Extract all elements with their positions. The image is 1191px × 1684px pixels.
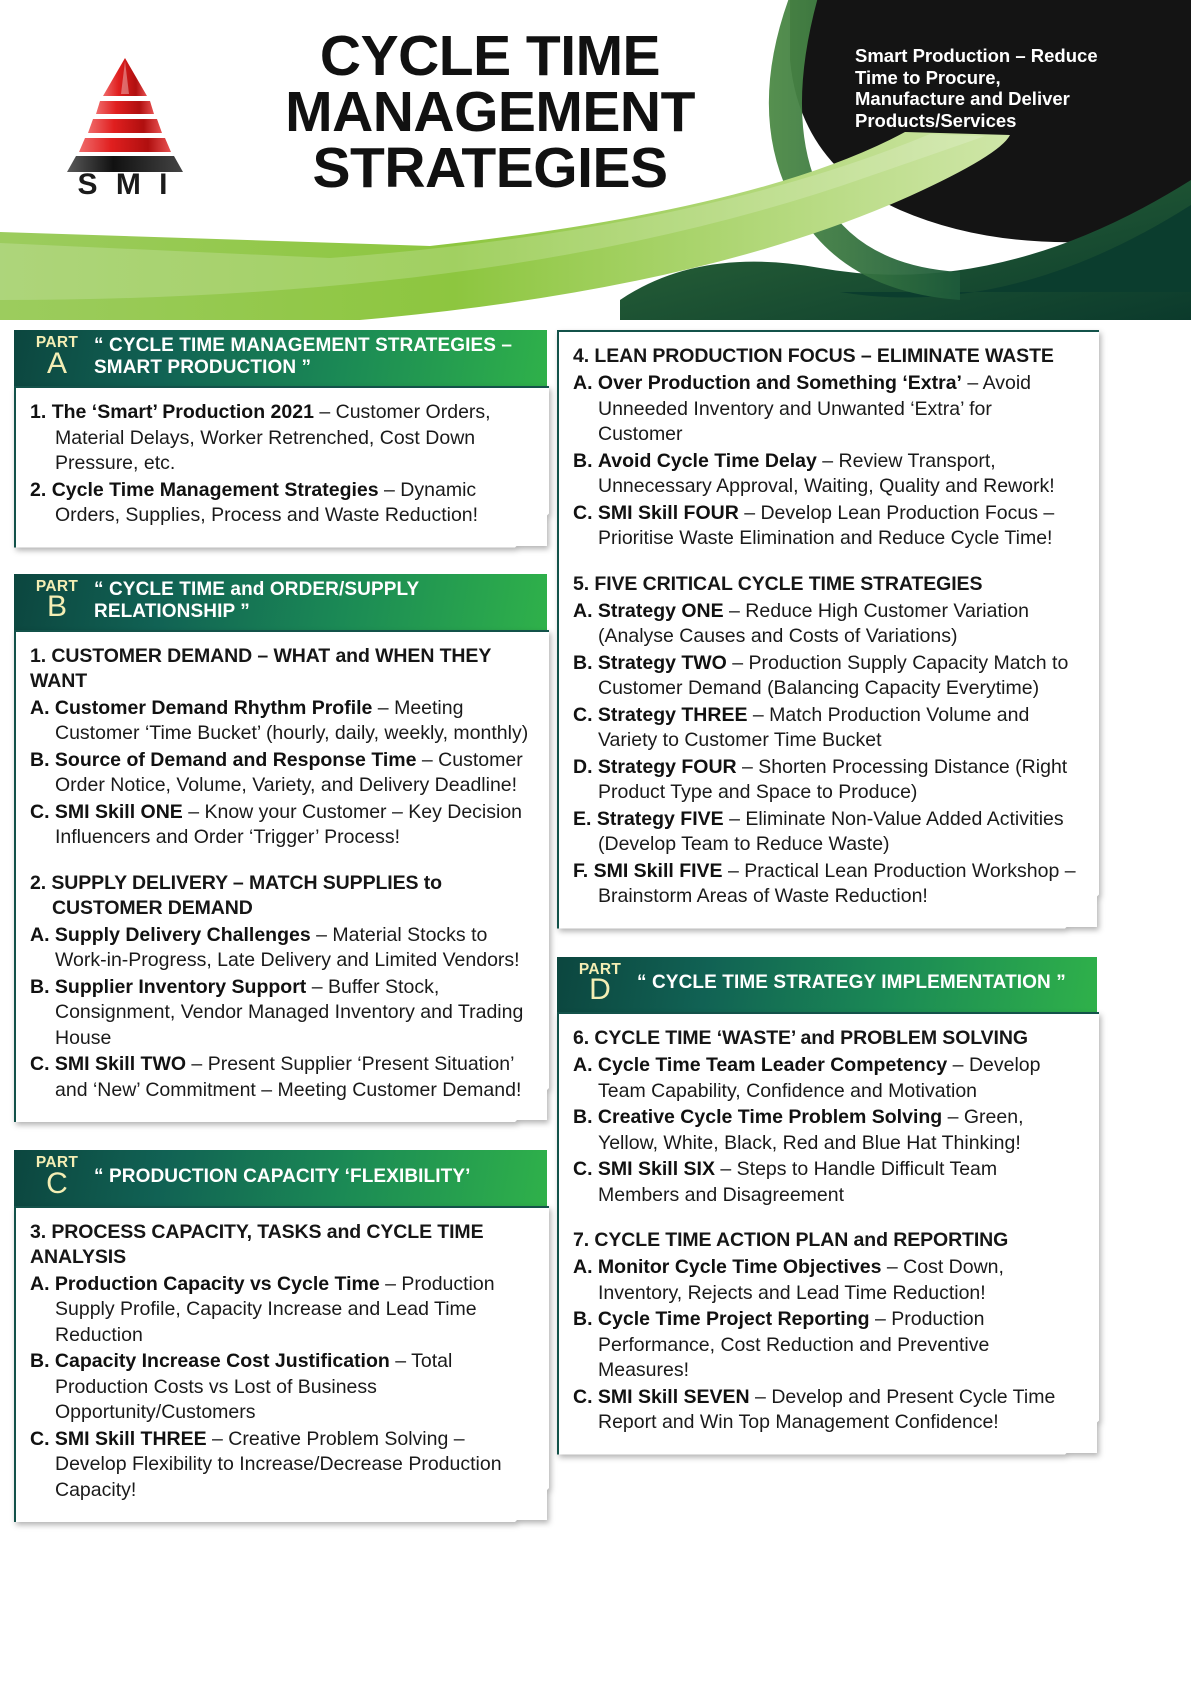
part-d-badge xyxy=(557,962,637,1006)
item-rest: – Meeting Customer ‘Time Bucket’ (hourly, daily, weekly, monthly) xyxy=(55,696,529,744)
item-rest: – Buffer Stock, Consignment, Vendor Managed Inventory and Trading House xyxy=(55,975,524,1049)
item-rest: – Production Performance, Cost Reduction and Preventive Measures! xyxy=(598,1308,990,1381)
list-item xyxy=(573,1307,1081,1384)
spacer xyxy=(573,1209,1081,1228)
item-bold: Cycle Time Management Strategies xyxy=(51,478,379,501)
item-rest: – Practical Lean Production Workshop – Brainstorm Areas of Waste Reduction! xyxy=(598,859,1076,907)
item-rest: – Production Supply Profile, Capacity Increase and Lead Time Reduction xyxy=(55,1272,495,1346)
smi-pyramid-logo xyxy=(55,48,195,196)
part-d-title: “ CYCLE TIME STRATEGY IMPLEMENTATION ” xyxy=(637,972,1066,994)
spacer xyxy=(557,927,1097,957)
item-rest: – Reduce High Customer Variation (Analyse Causes and Costs of Variations) xyxy=(598,599,1029,647)
list-item xyxy=(30,923,531,974)
left-column xyxy=(14,330,547,1520)
right-top-card xyxy=(557,330,1097,927)
item-bold: Strategy FOUR xyxy=(597,755,737,778)
list-item xyxy=(573,599,1081,650)
part-a-word: PART xyxy=(35,334,79,352)
section-heading: 6. CYCLE TIME ‘WASTE’ and PROBLEM SOLVING xyxy=(573,1027,1028,1049)
part-b-card xyxy=(14,630,547,1121)
header-subtitle: Smart Production – Reduce Time to Procure, Manufacture and Deliver Products/Services xyxy=(855,45,1098,131)
item-label: B. xyxy=(573,651,593,674)
item-bold: The ‘Smart’ Production 2021 xyxy=(51,401,314,423)
list-item xyxy=(573,1255,1081,1306)
item-label: C. xyxy=(573,501,593,524)
item-label: C. xyxy=(573,703,593,726)
part-b-content xyxy=(30,644,531,1104)
item-rest: – Avoid Unneeded Inventory and Unwanted ‘Extra’ for Customer xyxy=(598,372,1032,445)
item-label: E. xyxy=(573,807,592,830)
part-b-word: PART xyxy=(35,577,79,595)
item-bold: Cycle Time Team Leader Competency xyxy=(597,1054,948,1076)
part-b-title: “ CYCLE TIME and ORDER/SUPPLY RELATIONSHIP ” xyxy=(94,578,419,622)
item-bold: Avoid Cycle Time Delay xyxy=(597,449,817,472)
part-d-letter: D xyxy=(589,973,611,1006)
item-rest: – Dynamic Orders, Supplies, Process and Waste Reduction! xyxy=(55,478,479,526)
title-line-1: CYCLE TIME xyxy=(319,24,661,88)
item-label: C. xyxy=(30,1053,50,1075)
item-rest: – Know your Customer – Key Decision Influencers and Order ‘Trigger’ Process! xyxy=(55,800,523,848)
item-rest: – Production Supply Capacity Match to Customer Demand (Balancing Capacity Everytime) xyxy=(598,651,1069,699)
list-item xyxy=(30,696,531,747)
item-bold: Strategy FIVE xyxy=(596,807,724,830)
spacer xyxy=(14,1120,547,1150)
section-heading: 3. PROCESS CAPACITY, TASKS and CYCLE TIME ANALYSIS xyxy=(30,1220,484,1268)
item-rest: – Eliminate Non-Value Added Activities (Develop Team to Reduce Waste) xyxy=(598,807,1064,855)
list-item xyxy=(573,449,1081,500)
item-bold: Cycle Time Project Reporting xyxy=(597,1308,870,1330)
item-label: C. xyxy=(573,1158,593,1180)
item-rest: – Cost Down, Inventory, Rejects and Lead Time Reduction! xyxy=(598,1256,1004,1304)
page-title xyxy=(225,24,755,200)
title-line-3: STRATEGIES xyxy=(312,136,668,200)
part-c-content xyxy=(30,1220,531,1504)
item-label: 1. xyxy=(30,401,47,423)
list-item xyxy=(573,1385,1081,1436)
right-top-content xyxy=(573,344,1081,910)
list-item xyxy=(573,651,1081,702)
item-rest: – Green, Yellow, White, Black, Red and Blue Hat Thinking! xyxy=(598,1106,1024,1154)
item-label: A. xyxy=(573,1054,593,1076)
item-label: D. xyxy=(573,755,593,778)
item-label: C. xyxy=(30,800,50,823)
list-item xyxy=(573,1105,1081,1156)
item-rest: – Shorten Processing Distance (Right Product Type and Space to Produce) xyxy=(598,755,1068,803)
item-bold: Supplier Inventory Support xyxy=(54,975,307,998)
item-label: C. xyxy=(30,1427,50,1450)
list-item xyxy=(573,807,1081,858)
part-a-badge xyxy=(14,335,94,379)
part-c-letter: C xyxy=(46,1166,68,1200)
part-a-header xyxy=(14,330,547,386)
item-bold: Over Production and Something ‘Extra’ xyxy=(597,372,962,394)
part-b-badge xyxy=(14,579,94,623)
item-bold: Supply Delivery Challenges xyxy=(54,923,311,946)
item-label: A. xyxy=(573,1256,593,1278)
list-item xyxy=(30,1427,531,1504)
list-item xyxy=(30,800,531,851)
part-d-header xyxy=(557,957,1097,1013)
item-label: B. xyxy=(573,1308,593,1330)
item-bold: Strategy ONE xyxy=(597,599,724,622)
list-item xyxy=(573,755,1081,806)
list-item xyxy=(573,703,1081,754)
item-bold: Customer Demand Rhythm Profile xyxy=(54,696,373,719)
item-bold: Monitor Cycle Time Objectives xyxy=(597,1256,882,1278)
list-item xyxy=(573,1157,1081,1208)
spacer xyxy=(30,852,531,871)
list-item xyxy=(573,859,1081,910)
item-bold: SMI Skill THREE xyxy=(54,1427,207,1450)
part-d-word: PART xyxy=(578,960,622,978)
item-rest: – Material Stocks to Work-in-Progress, Late Delivery and Limited Vendors! xyxy=(55,923,520,971)
part-a-title: “ CYCLE TIME MANAGEMENT STRATEGIES – SMART PRODUCTION ” xyxy=(94,335,513,378)
list-item xyxy=(573,371,1081,448)
list-item xyxy=(30,478,531,529)
item-bold: Strategy THREE xyxy=(597,703,748,726)
list-item xyxy=(30,400,531,477)
list-item xyxy=(573,1053,1081,1104)
section-heading: 4. LEAN PRODUCTION FOCUS – ELIMINATE WASTE xyxy=(573,345,1054,367)
item-rest: – Steps to Handle Difficult Team Members and Disagreement xyxy=(598,1158,998,1206)
title-line-2: MANAGEMENT xyxy=(285,80,695,144)
section-heading: 5. FIVE CRITICAL CYCLE TIME STRATEGIES xyxy=(573,572,983,595)
item-rest: – Match Production Volume and Variety to Customer Time Bucket xyxy=(598,703,1030,751)
item-label: A. xyxy=(573,599,593,622)
part-b-header xyxy=(14,574,547,630)
item-label: B. xyxy=(30,975,50,998)
part-c-word: PART xyxy=(35,1154,79,1171)
item-rest: – Develop Team Capability, Confidence and Motivation xyxy=(598,1054,1041,1102)
item-label: A. xyxy=(573,372,593,394)
item-bold: Capacity Increase Cost Justification xyxy=(54,1350,390,1372)
item-label: A. xyxy=(30,1272,50,1295)
item-label: B. xyxy=(573,1106,593,1128)
list-item xyxy=(30,975,531,1052)
item-bold: Production Capacity vs Cycle Time xyxy=(54,1272,380,1295)
spacer xyxy=(14,546,547,574)
item-label: C. xyxy=(573,1385,593,1408)
logo-wordmark: S M I xyxy=(77,168,173,196)
list-item xyxy=(30,1052,531,1103)
item-rest: – Develop Lean Production Focus – Prioritise Waste Elimination and Reduce Cycle Time! xyxy=(598,501,1055,549)
page-header xyxy=(0,0,1191,320)
section-heading: 1. CUSTOMER DEMAND – WHAT and WHEN THEY WANT xyxy=(30,644,491,692)
spacer xyxy=(573,553,1081,572)
part-c-header xyxy=(14,1150,547,1206)
list-item xyxy=(30,1349,531,1426)
part-b-letter: B xyxy=(46,590,67,624)
part-d-content xyxy=(573,1026,1081,1436)
item-rest: – Customer Order Notice, Volume, Variety, and Delivery Deadline! xyxy=(55,748,523,796)
section-heading: 7. CYCLE TIME ACTION PLAN and REPORTING xyxy=(573,1229,1009,1251)
item-label: A. xyxy=(30,696,50,719)
part-a-content xyxy=(30,400,531,529)
item-label: F. xyxy=(573,859,589,882)
part-a-letter: A xyxy=(46,346,67,380)
item-label: B. xyxy=(573,449,593,472)
item-bold: Creative Cycle Time Problem Solving xyxy=(597,1106,943,1128)
item-label: 2. xyxy=(30,478,47,501)
list-item xyxy=(573,501,1081,552)
item-rest: – Customer Orders, Material Delays, Worker Retrenched, Cost Down Pressure, etc. xyxy=(55,401,491,474)
item-bold: Strategy TWO xyxy=(597,651,727,674)
part-c-badge xyxy=(14,1155,94,1199)
part-c-title: “ PRODUCTION CAPACITY ‘FLEXIBILITY’ xyxy=(94,1165,471,1187)
item-rest: – Review Transport, Unnecessary Approval, Waiting, Quality and Rework! xyxy=(598,449,1055,497)
part-d-card xyxy=(557,1012,1097,1453)
list-item xyxy=(30,748,531,799)
part-c-card xyxy=(14,1206,547,1521)
right-column xyxy=(557,330,1097,1453)
item-bold: SMI Skill FIVE xyxy=(593,859,723,882)
item-label: B. xyxy=(30,748,50,771)
item-rest: – Present Supplier ‘Present Situation’ and ‘New’ Commitment – Meeting Customer Demand! xyxy=(55,1053,522,1101)
item-bold: SMI Skill ONE xyxy=(54,800,183,823)
item-bold: SMI Skill SEVEN xyxy=(597,1385,750,1408)
item-rest: – Develop and Present Cycle Time Report and Win Top Management Confidence! xyxy=(598,1385,1056,1433)
section-heading: 2. SUPPLY DELIVERY – MATCH SUPPLIES to CUSTOMER DEMAND xyxy=(30,871,442,919)
item-label: B. xyxy=(30,1350,50,1372)
list-item xyxy=(30,1272,531,1349)
item-rest: – Creative Problem Solving – Develop Flexibility to Increase/Decrease Production Capacity! xyxy=(55,1427,502,1501)
item-bold: Source of Demand and Response Time xyxy=(54,748,417,771)
item-bold: SMI Skill TWO xyxy=(54,1053,187,1075)
item-label: A. xyxy=(30,923,50,946)
item-bold: SMI Skill SIX xyxy=(597,1158,715,1180)
part-a-card xyxy=(14,386,547,546)
item-bold: SMI Skill FOUR xyxy=(597,501,739,524)
item-rest: – Total Production Costs vs Lost of Business Opportunity/Customers xyxy=(55,1350,453,1423)
